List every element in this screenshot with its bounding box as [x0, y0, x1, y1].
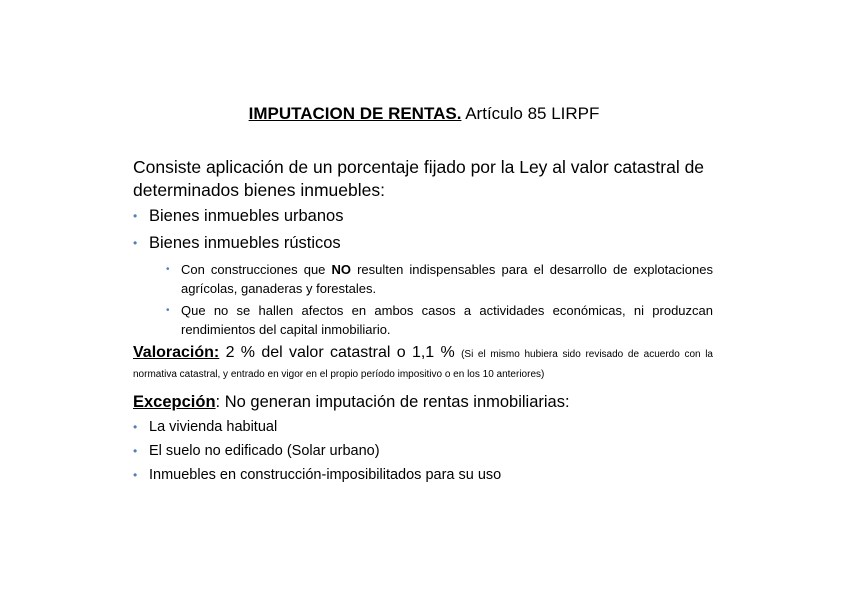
excepcion-label: Excepción: [133, 393, 216, 411]
sublist-item-text: Que no se hallen afectos en ambos casos a actividades económicas, ni produzcan rendimientos del capital inmobiliario.: [181, 303, 713, 337]
list-item-rusticos: [133, 233, 713, 254]
list-item-label: La vivienda habitual: [149, 419, 278, 435]
title-rest: Artículo 85 LIRPF: [461, 104, 600, 123]
list-item-label: El suelo no edificado (Solar urbano): [149, 443, 380, 459]
intro-text: Consiste aplicación de un porcentaje fijado por la Ley al valor catastral de determinados bienes inmuebles:: [133, 157, 705, 200]
list-item-suelo: [133, 441, 713, 461]
bullet-icon: •: [133, 236, 138, 250]
bullet-icon: •: [133, 444, 138, 458]
content: [133, 156, 713, 489]
excepcion-paragraph: [133, 391, 713, 413]
excepcion-text: : No generan imputación de rentas inmobiliarias:: [215, 393, 570, 411]
valoracion-label: Valoración:: [133, 344, 220, 361]
bullet-icon: •: [133, 468, 138, 482]
sublist-item-construcciones: [133, 260, 713, 298]
sublist-item-post: resulten indispensables para el desarrollo de explotaciones agrícolas, ganaderas y forestales.: [181, 262, 713, 296]
sublist-item-afectos: [133, 301, 713, 339]
sublist-item-pre: Con construcciones que: [181, 262, 332, 277]
list-item-label: Bienes inmuebles urbanos: [149, 207, 344, 225]
sublist-item-bold: NO: [331, 262, 351, 277]
bullet-icon: •: [166, 305, 170, 316]
title-bold: IMPUTACION DE RENTAS.: [248, 104, 462, 123]
bullet-icon: •: [133, 209, 138, 223]
list-item-vivienda: [133, 417, 713, 437]
list-item-label: Inmuebles en construcción-imposibilitados para su uso: [149, 467, 502, 483]
page-title: [0, 103, 848, 125]
bullet-icon: •: [133, 420, 138, 434]
valoracion-paragraph: [133, 343, 713, 383]
valoracion-text: 2 % del valor catastral o 1,1 %: [219, 344, 462, 361]
list-item-urbanos: [133, 206, 713, 227]
list-item-label: Bienes inmuebles rústicos: [149, 234, 341, 252]
valoracion-note: (Si el mismo hubiera sido revisado de acuerdo con la normativa catastral, y entrado en vigor en el propio período impositivo o en los 10 anteriores): [133, 349, 713, 380]
bullet-icon: •: [166, 264, 170, 275]
list-item-construccion: [133, 465, 713, 485]
